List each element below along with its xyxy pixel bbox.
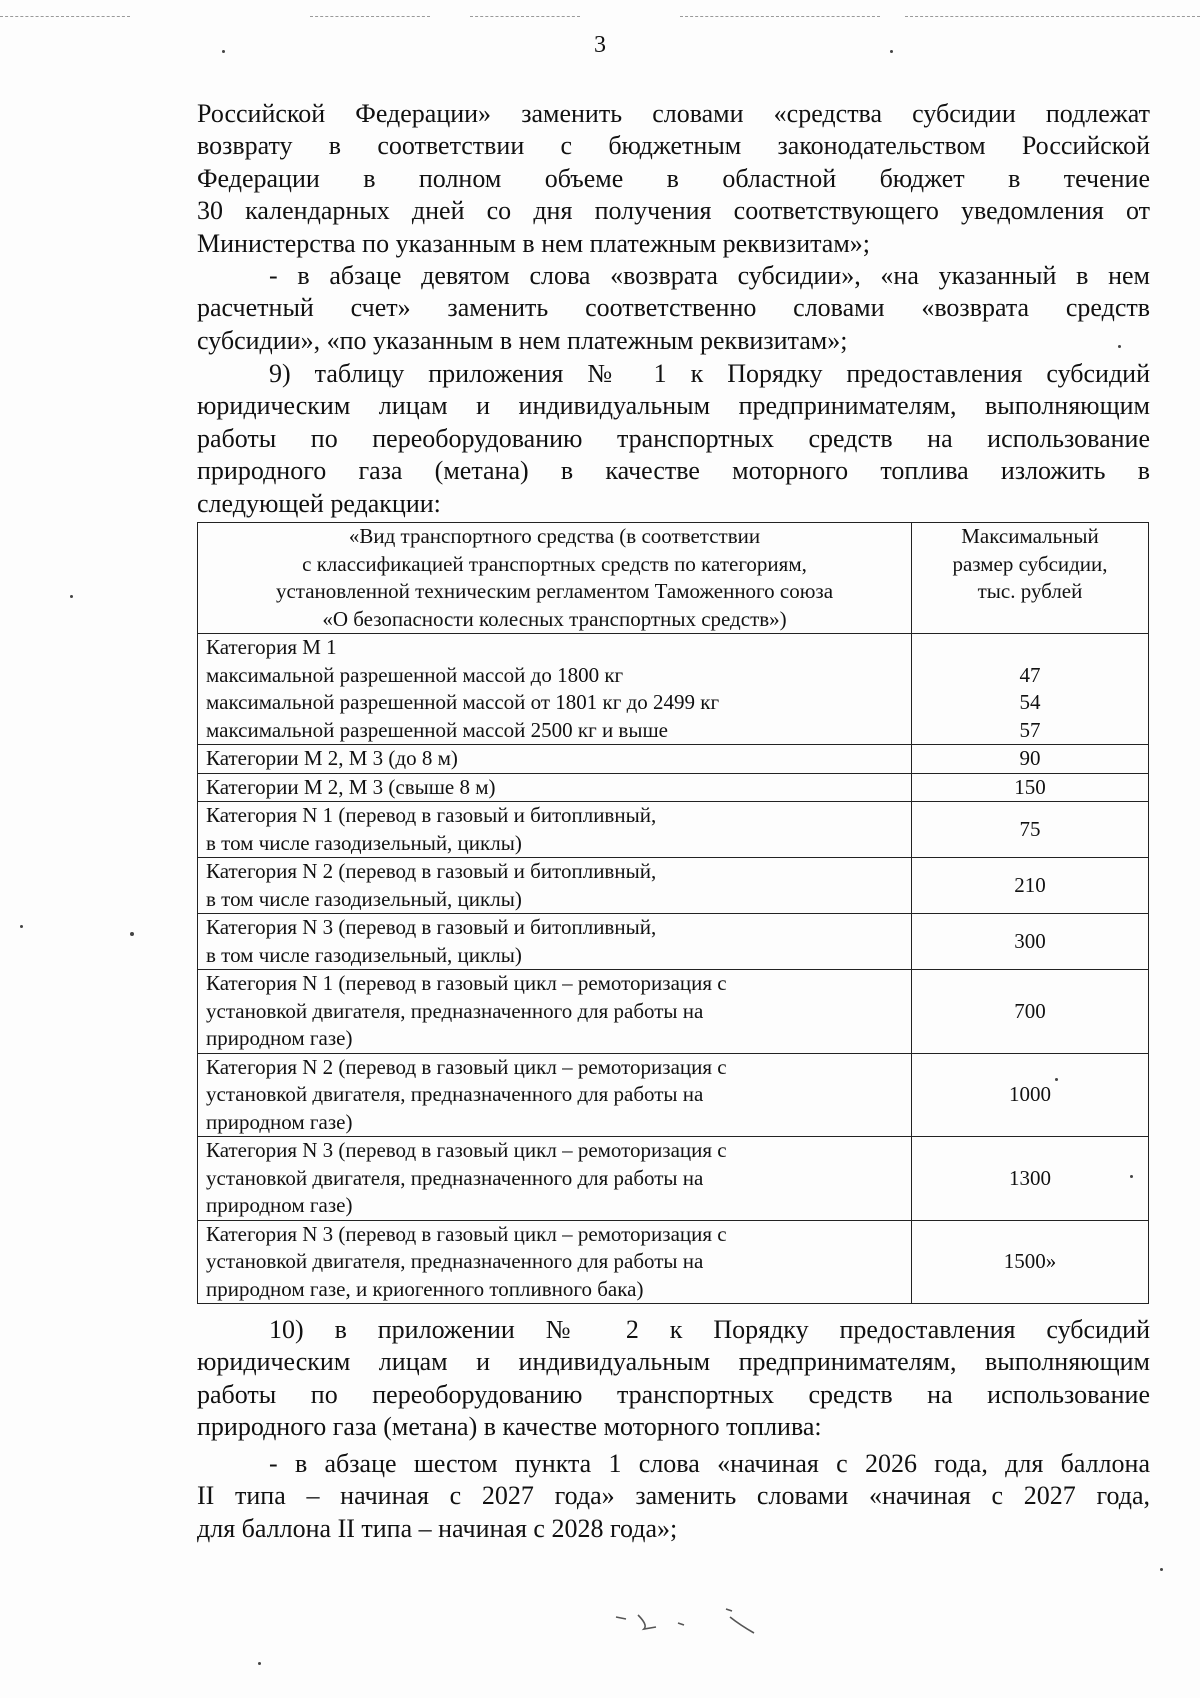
table-row (198, 1053, 1149, 1137)
scan-speck (1055, 1078, 1058, 1081)
value-cell: 1500» (912, 1220, 1149, 1304)
subsidy-table (197, 522, 1149, 1304)
category-cell (198, 1220, 912, 1304)
text-line: расчетный счет» заменить соответственно словами «возврата средств (197, 293, 1150, 323)
paragraph-3 (197, 358, 1150, 520)
text-line: - в абзаце шестом пункта 1 слова «начиная с 2026 года, для баллона (269, 1449, 1150, 1478)
scan-edge-line (905, 16, 1200, 18)
scan-speck (20, 925, 23, 928)
table-row (198, 1137, 1149, 1221)
value-cell: 75 (912, 802, 1149, 858)
category-cell (198, 970, 912, 1054)
table-row (198, 634, 1149, 745)
value-cell: 150 (912, 773, 1149, 802)
paragraph-5 (197, 1448, 1150, 1545)
category-cell (198, 914, 912, 970)
scan-speck (222, 50, 225, 53)
table-row (198, 970, 1149, 1054)
category-line: Категории М 2, М 3 (до 8 м) (206, 746, 458, 770)
table-row (198, 745, 1149, 774)
value-cell: 1300 (912, 1137, 1149, 1221)
table-row (198, 914, 1149, 970)
table-header-row (198, 523, 1149, 634)
category-cell (198, 1053, 912, 1137)
paragraph-2 (197, 260, 1150, 357)
category-line: Категории М 2, М 3 (свыше 8 м) (206, 774, 496, 799)
value-line: 57 (1019, 717, 1041, 742)
text-line: - в абзаце девятом слова «возврата субсидии», «на указанный в нем (269, 261, 1150, 290)
header-max-subsidy (912, 523, 1149, 634)
text-line: Федерации в полном объеме в областной бюджет в течение (197, 163, 1150, 193)
category-line: Категория N 1 (перевод в газовый и битопливный, (206, 803, 657, 827)
text-line: работы по переоборудованию транспортных средств на использование (197, 423, 1150, 453)
category-line: Категория N 2 (перевод в газовый цикл – ремоторизация с (206, 1054, 727, 1079)
text-line: следующей редакции: (197, 488, 441, 518)
category-line: в том числе газодизельный, циклы) (206, 830, 522, 855)
category-line: природном газе, и криогенного топливного бака) (206, 1276, 644, 1301)
scan-edge-line (680, 16, 880, 18)
category-cell (198, 802, 912, 858)
value-line: 47 (1019, 662, 1041, 687)
category-cell (198, 634, 912, 745)
text-line: Министерства по указанным в нем платежным реквизитам»; (197, 228, 871, 258)
value-cell: 700 (912, 970, 1149, 1054)
scan-scribble-marks (608, 1605, 768, 1635)
text-line: природного газа (метана) в качестве моторного топлива изложить в (197, 456, 1150, 486)
category-line: установкой двигателя, предназначенного для работы на (206, 1082, 704, 1106)
header-line: размер субсидии, (952, 551, 1108, 576)
value-line: 54 (1019, 690, 1041, 714)
scan-speck (70, 595, 73, 598)
paragraph-1 (197, 98, 1150, 260)
paragraph-4 (197, 1314, 1150, 1444)
category-subline: максимальной разрешенной массой 2500 кг и выше (206, 717, 668, 742)
header-vehicle-type (198, 523, 912, 634)
scan-edge-line (310, 16, 430, 18)
scan-speck (1130, 1175, 1133, 1178)
category-line: Категория N 3 (перевод в газовый цикл – ремоторизация с (206, 1138, 727, 1162)
header-line: Максимальный (961, 524, 1099, 548)
header-line: «Вид транспортного средства (в соответствии (348, 524, 761, 548)
category-subline: максимальной разрешенной массой до 1800 кг (206, 662, 624, 687)
category-line: установкой двигателя, предназначенного для работы на (206, 1165, 704, 1190)
category-line: в том числе газодизельный, циклы) (206, 886, 522, 911)
scan-speck (1118, 345, 1121, 348)
header-line: «О безопасности колесных транспортных средств») (322, 606, 787, 631)
category-title: Категория М 1 (206, 635, 337, 659)
category-line: Категория N 3 (перевод в газовый и битопливный, (206, 915, 657, 939)
category-line: Категория N 1 (перевод в газовый цикл – ремоторизация с (206, 971, 727, 995)
scan-speck (890, 50, 893, 53)
category-line: природном газе) (206, 1026, 353, 1050)
text-line: 10) в приложении № 2 к Порядку предоставления субсидий (269, 1315, 1150, 1344)
category-line: установкой двигателя, предназначенного для работы на (206, 1249, 704, 1273)
header-line: установленной техническим регламентом Таможенного союза (275, 579, 834, 603)
text-line: Российской Федерации» заменить словами «средства субсидии подлежат (197, 99, 1150, 128)
page-number: 3 (594, 32, 606, 58)
value-cell: 210 (912, 858, 1149, 914)
text-line: 30 календарных дней со дня получения соответствующего уведомления от (197, 196, 1150, 226)
text-line: для баллона II типа – начиная с 2028 года»; (197, 1513, 678, 1543)
category-line: установкой двигателя, предназначенного для работы на (206, 998, 704, 1023)
category-cell (198, 773, 912, 802)
scan-speck (258, 1662, 261, 1665)
category-cell (198, 1137, 912, 1221)
scan-speck (130, 932, 134, 936)
value-cell: 1000 (912, 1053, 1149, 1137)
text-line: субсидии», «по указанным в нем платежным реквизитам»; (197, 325, 848, 355)
category-cell (198, 858, 912, 914)
table-row (198, 802, 1149, 858)
text-line: возврату в соответствии с бюджетным законодательством Российской (197, 131, 1150, 161)
text-line: 9) таблицу приложения № 1 к Порядку предоставления субсидий (269, 359, 1150, 388)
scan-edge-line (0, 16, 130, 18)
category-line: Категория N 2 (перевод в газовый и битопливный, (206, 859, 657, 883)
text-line: работы по переоборудованию транспортных средств на использование (197, 1379, 1150, 1409)
category-line: в том числе газодизельный, циклы) (206, 942, 522, 967)
text-line: природного газа (метана) в качестве моторного топлива: (197, 1412, 822, 1442)
scan-speck (1160, 1568, 1163, 1571)
value-cell: 300 (912, 914, 1149, 970)
category-cell (198, 745, 912, 774)
category-line: природном газе) (206, 1109, 353, 1134)
category-subline: максимальной разрешенной массой от 1801 кг до 2499 кг (206, 690, 720, 714)
text-line: II типа – начиная с 2027 года» заменить словами «начиная с 2027 года, (197, 1481, 1150, 1511)
header-line: с классификацией транспортных средств по категориям, (302, 551, 807, 576)
value-cell (912, 634, 1149, 745)
header-line: тыс. рублей (977, 579, 1083, 603)
text-line: юридическим лицам и индивидуальным предпринимателям, выполняющим (197, 1347, 1150, 1377)
table-row (198, 1220, 1149, 1304)
scan-edge-line (470, 16, 580, 18)
category-line: Категория N 3 (перевод в газовый цикл – ремоторизация с (206, 1221, 727, 1246)
category-line: природном газе) (206, 1193, 353, 1217)
table-row (198, 773, 1149, 802)
text-line: юридическим лицам и индивидуальным предпринимателям, выполняющим (197, 391, 1150, 421)
table-row (198, 858, 1149, 914)
value-cell: 90 (912, 745, 1149, 774)
